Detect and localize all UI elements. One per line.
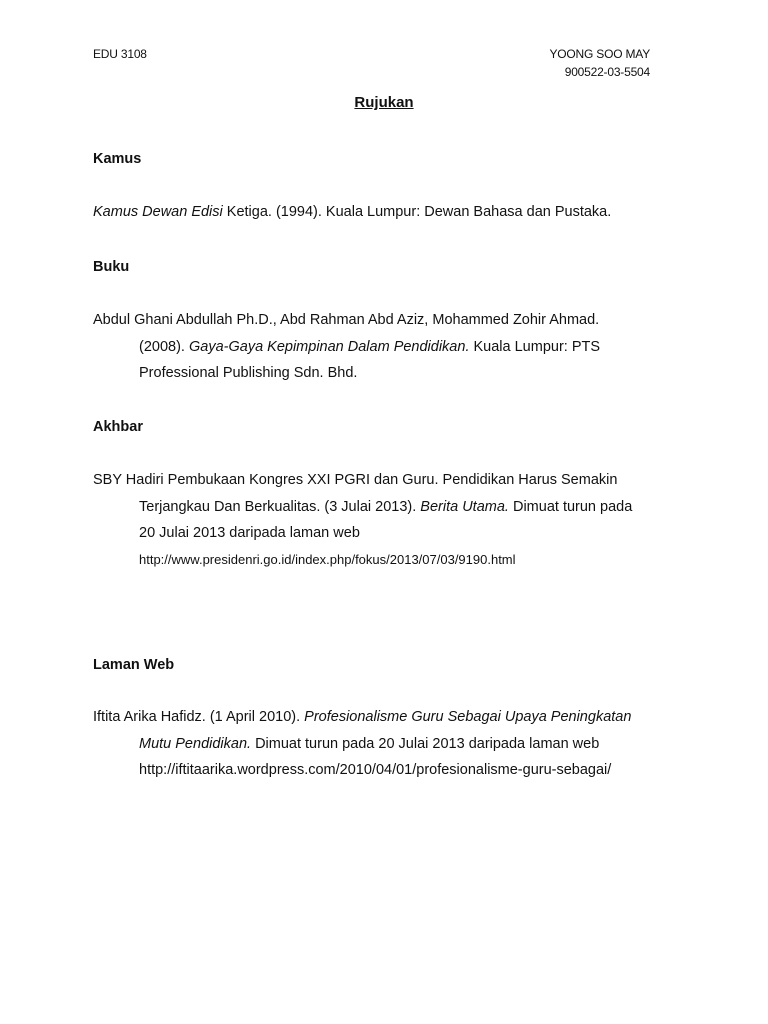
reference-authors: Abdul Ghani Abdullah Ph.D., Abd Rahman Abd Aziz, Mohammed Zohir Ahmad. [93,312,600,328]
reference-url[interactable]: http://www.presidenri.go.id/index.php/fokus/2013/07/03/9190.html [139,551,516,567]
reference-publisher: Kuala Lumpur: PTS [469,338,601,355]
section-heading-laman-web: Laman Web [93,657,175,673]
reference-author-date: Iftita Arika Hafidz. (1 April 2010). [93,709,305,725]
reference-title: Gaya-Gaya Kepimpinan Dalam Pendidikan. [188,338,470,355]
reference-kamus [93,199,683,226]
section-heading-kamus: Kamus [93,151,142,167]
reference-laman-web [93,704,683,784]
reference-url[interactable]: http://iftitaarika.wordpress.com/2010/04/01/profesionalisme-guru-sebagai/ [139,762,612,778]
reference-source: Berita Utama. [420,498,509,515]
reference-buku [93,307,683,387]
reference-title: Kamus Dewan Edisi [93,204,223,220]
section-heading-akhbar: Akhbar [93,419,143,435]
reference-year: (2008). [139,338,189,355]
course-code: EDU 3108 [93,47,147,61]
reference-publisher-cont: Professional Publishing Sdn. Bhd. [139,365,358,381]
reference-title-cont: Mutu Pendidikan. [139,735,252,752]
reference-retrieved: Dimuat turun pada [508,498,633,515]
section-heading-buku: Buku [93,259,130,275]
reference-title: Profesionalisme Guru Sebagai Upaya Peningkatan [304,709,632,725]
reference-retrieved: Dimuat turun pada 20 Julai 2013 daripada laman web [251,735,600,752]
reference-retrieved-cont: 20 Julai 2013 daripada laman web [139,525,360,541]
reference-details: Ketiga. (1994). Kuala Lumpur: Dewan Bahasa dan Pustaka. [222,204,612,220]
page-title: Rujukan [354,94,414,111]
reference-article-title-cont: Terjangkau Dan Berkualitas. (3 Julai 2013). [139,498,421,515]
reference-article-title: SBY Hadiri Pembukaan Kongres XXI PGRI dan Guru. Pendidikan Harus Semakin [93,472,618,488]
author-name: YOONG SOO MAY [549,47,650,61]
reference-akhbar [93,467,683,573]
author-id: 900522-03-5504 [564,65,650,79]
